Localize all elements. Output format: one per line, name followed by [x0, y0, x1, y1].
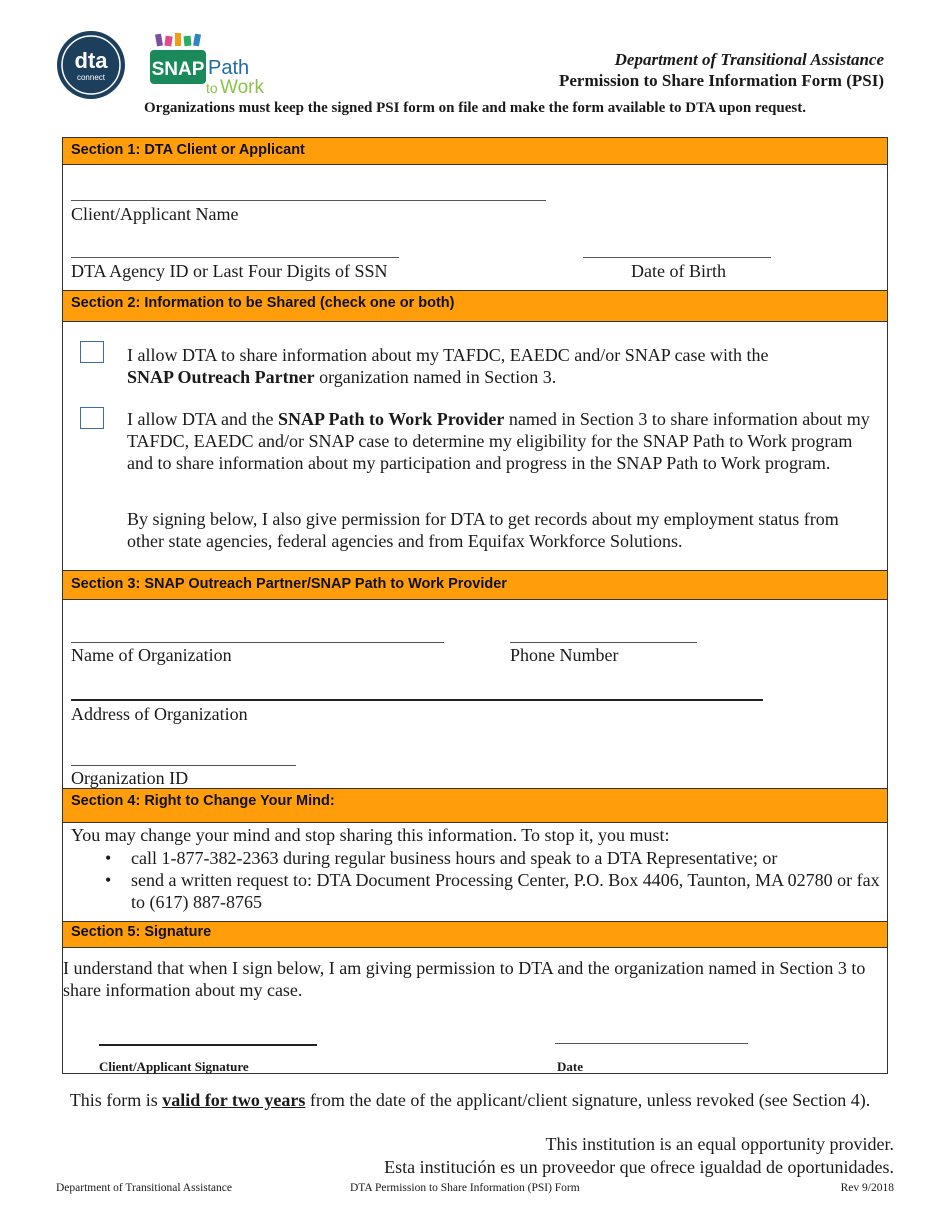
dta-logo-text: dta: [74, 48, 108, 73]
signature-field[interactable]: [99, 1044, 317, 1046]
snap-logo-word: SNAP: [151, 59, 205, 80]
option1-text: I allow DTA to share information about my TAFDC, EAEDC and/or SNAP case with the SNAP Outreach Partner organization named in Section 3.: [127, 345, 769, 387]
section2-header: Section 2: Information to be Shared (check one or both): [63, 290, 887, 322]
phone-label: Phone Number: [510, 645, 619, 665]
section4-header: Section 4: Right to Change Your Mind:: [63, 788, 887, 823]
phone-field[interactable]: [510, 642, 697, 643]
dta-connect-logo: [56, 30, 126, 100]
org-id-field[interactable]: [71, 765, 296, 766]
option2-text: I allow DTA and the SNAP Path to Work Provider named in Section 3 to share information about my TAFDC, EAEDC and/or SNAP case to determine my eligibility for the SNAP Path to Work program and to share information about my participation and progress in the SNAP Path to Work program.: [127, 409, 870, 473]
dob-field[interactable]: [583, 257, 771, 258]
signature-label: Client/Applicant Signature: [99, 1059, 249, 1074]
agency-id-field[interactable]: [71, 257, 399, 258]
section3-header: Section 3: SNAP Outreach Partner/SNAP Path to Work Provider: [63, 570, 887, 600]
equal-opportunity-spanish: Esta institución es un proveedor que ofrece igualdad de oportunidades.: [384, 1157, 894, 1177]
list-item: • call 1-877-382-2363 during regular business hours and speak to a DTA Representative; or: [71, 847, 887, 869]
section1-header: Section 1: DTA Client or Applicant: [63, 138, 887, 165]
change-mind-intro: You may change your mind and stop sharing this information. To stop it, you must:: [71, 825, 670, 845]
validity-statement: This form is valid for two years from the date of the applicant/client signature, unless revoked (see Section 4).: [69, 1090, 871, 1110]
footer-right: Rev 9/2018: [840, 1182, 894, 1194]
signing-note: By signing below, I also give permission for DTA to get records about my employment status from other state agencies, federal agencies and from Equifax Workforce Solutions.: [127, 509, 839, 551]
address-field[interactable]: [71, 699, 763, 701]
snap-logo-work: Work: [220, 77, 264, 96]
signature-statement: I understand that when I sign below, I am giving permission to DTA and the organization named in Section 3 to share information about my case.: [63, 958, 866, 1000]
department-name: Department of Transitional Assistance: [614, 50, 884, 69]
snap-path-to-work-logo: [148, 32, 266, 96]
snap-logo-to: to: [206, 80, 218, 96]
equal-opportunity-english: This institution is an equal opportunity provider.: [545, 1134, 894, 1154]
dob-label: Date of Birth: [631, 261, 726, 281]
signature-date-field[interactable]: [555, 1043, 748, 1044]
path-to-work-checkbox[interactable]: [80, 407, 104, 429]
dta-logo-subtext: connect: [76, 73, 106, 82]
form-title: Permission to Share Information Form (PSI): [558, 71, 884, 90]
footer-center: DTA Permission to Share Information (PSI) Form: [350, 1182, 580, 1194]
outreach-partner-checkbox[interactable]: [80, 341, 104, 363]
agency-id-label: DTA Agency ID or Last Four Digits of SSN: [71, 261, 388, 281]
address-label: Address of Organization: [71, 704, 248, 724]
psi-form: [62, 137, 888, 1074]
client-name-label: Client/Applicant Name: [71, 204, 239, 224]
signature-date-label: Date: [557, 1059, 583, 1074]
section5-header: Section 5: Signature: [63, 921, 887, 948]
org-name-label: Name of Organization: [71, 645, 232, 665]
list-item: • send a written request to: DTA Document Processing Center, P.O. Box 4406, Taunton, MA 02780 or fax to (617) 887-8765: [71, 869, 887, 913]
client-name-field[interactable]: [71, 200, 546, 201]
footer-left: Department of Transitional Assistance: [56, 1182, 232, 1194]
org-name-field[interactable]: [71, 642, 444, 643]
org-id-label: Organization ID: [71, 768, 189, 788]
filing-notice: Organizations must keep the signed PSI form on file and make the form available to DTA upon request.: [144, 100, 806, 116]
change-mind-list: [71, 847, 887, 913]
snap-logo-path: Path: [208, 57, 250, 79]
